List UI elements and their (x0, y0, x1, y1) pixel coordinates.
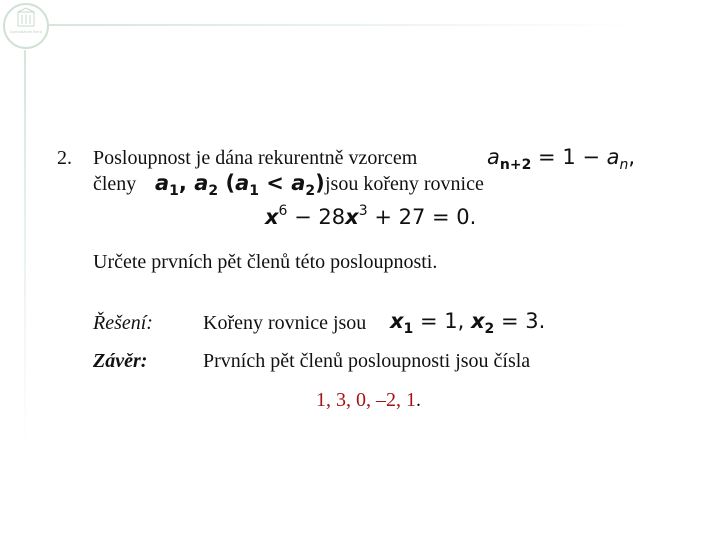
solution-text: Kořeny rovnice jsou (203, 312, 367, 334)
slide-frame-top (40, 24, 640, 26)
solution-label: Řešení: (93, 312, 153, 334)
school-crest-icon (3, 3, 49, 49)
problem-line-1: Posloupnost je dána rekurentně vzorcem (93, 147, 418, 169)
problem-line-2-prefix: členy (93, 173, 137, 195)
equation-formula: $x^6 - 28x^3 + 27 = 0$. (265, 203, 477, 229)
problem-line-2-suffix: jsou kořeny rovnice (325, 173, 484, 195)
problem-number: 2. (57, 147, 72, 169)
logo-text: Gymnázium Brno (10, 30, 42, 34)
conclusion-answer (316, 389, 421, 411)
problem-task: Určete prvních pět členů této posloupnosti. (93, 251, 438, 273)
members-formula: $a_1$, $a_2$ $(a_1 < a_2)$ (155, 171, 325, 199)
recurrence-formula: $a_{n+2} = 1 - a_n$, (487, 145, 636, 173)
conclusion-text: Prvních pět členů posloupnosti jsou čísla (203, 350, 531, 372)
answer-values: 1, 3, 0, –2, 1 (316, 389, 416, 411)
conclusion-label: Závěr: (93, 350, 148, 372)
slide-frame-left (24, 50, 26, 450)
roots-formula: $x_1 = 1$, $x_2 = 3$. (390, 309, 546, 337)
answer-period: . (416, 389, 421, 411)
